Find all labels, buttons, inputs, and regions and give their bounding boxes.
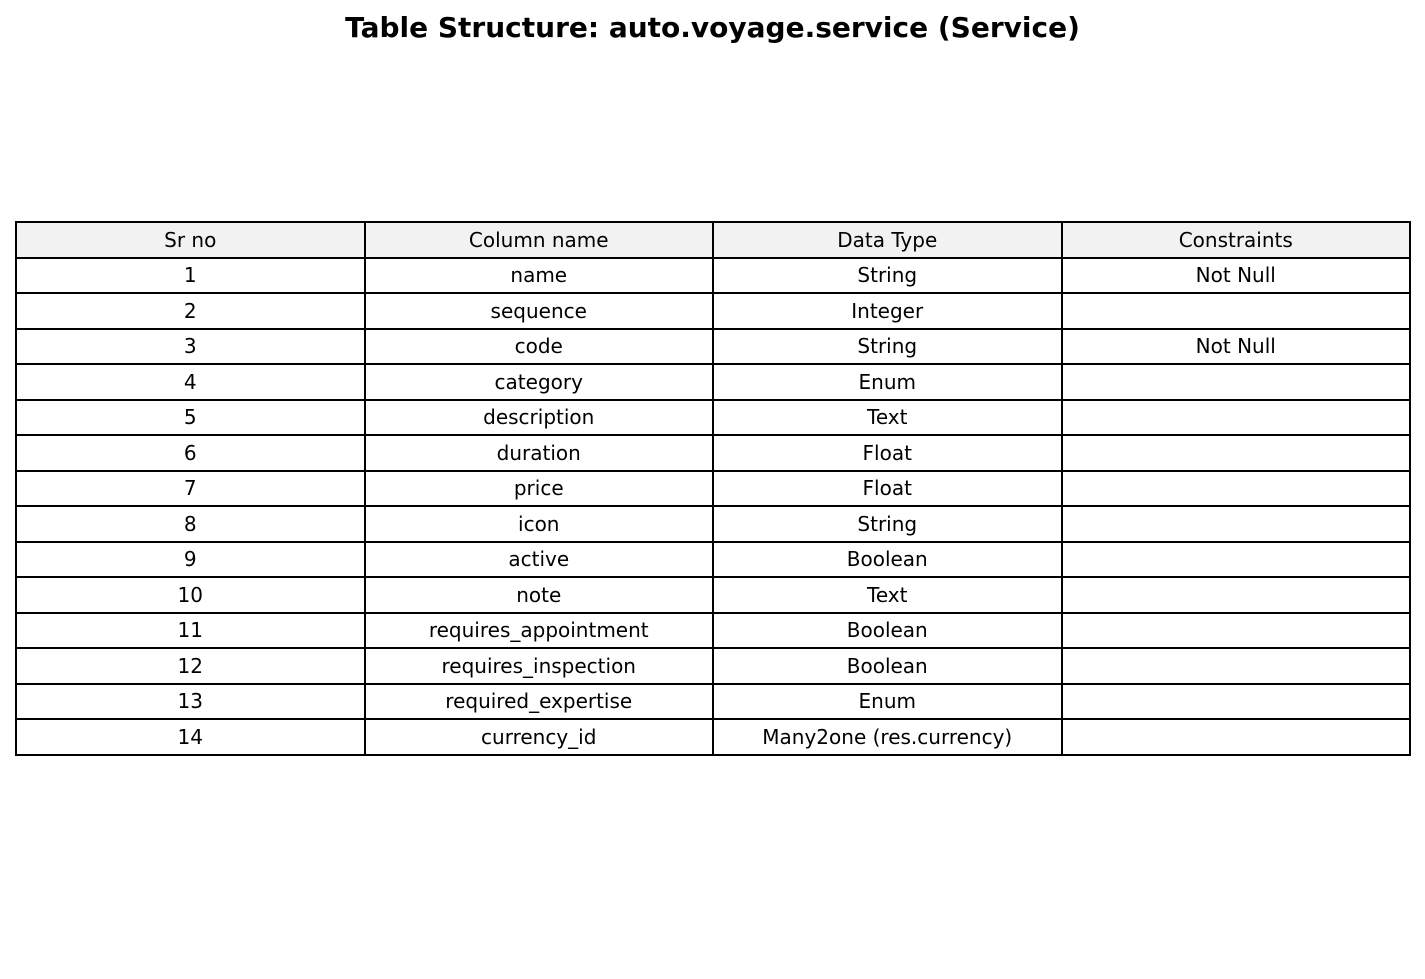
table-row <box>16 648 1410 684</box>
cell-sr-no: 3 <box>16 329 365 365</box>
table-header <box>16 222 1410 258</box>
table-row <box>16 613 1410 649</box>
cell-data-type: Enum <box>713 684 1062 720</box>
schema-table <box>15 221 1411 756</box>
cell-data-type: Many2one (res.currency) <box>713 719 1062 755</box>
cell-constraints <box>1062 506 1411 542</box>
cell-data-type: Enum <box>713 364 1062 400</box>
cell-data-type: Boolean <box>713 542 1062 578</box>
table-row <box>16 329 1410 365</box>
cell-constraints <box>1062 684 1411 720</box>
cell-sr-no: 8 <box>16 506 365 542</box>
cell-column-name: price <box>365 471 714 507</box>
table-row <box>16 471 1410 507</box>
cell-constraints: Not Null <box>1062 329 1411 365</box>
cell-constraints <box>1062 577 1411 613</box>
cell-data-type: Text <box>713 400 1062 436</box>
cell-sr-no: 1 <box>16 258 365 294</box>
cell-data-type: Float <box>713 435 1062 471</box>
cell-sr-no: 6 <box>16 435 365 471</box>
cell-sr-no: 14 <box>16 719 365 755</box>
cell-constraints <box>1062 613 1411 649</box>
cell-sr-no: 10 <box>16 577 365 613</box>
table-row <box>16 364 1410 400</box>
cell-data-type: String <box>713 329 1062 365</box>
table-row <box>16 258 1410 294</box>
cell-data-type: Boolean <box>713 613 1062 649</box>
cell-sr-no: 12 <box>16 648 365 684</box>
cell-sr-no: 2 <box>16 293 365 329</box>
cell-column-name: note <box>365 577 714 613</box>
table-row <box>16 293 1410 329</box>
cell-data-type: Float <box>713 471 1062 507</box>
cell-column-name: duration <box>365 435 714 471</box>
header-sr-no: Sr no <box>16 222 365 258</box>
table-body <box>16 258 1410 755</box>
cell-constraints <box>1062 542 1411 578</box>
cell-column-name: required_expertise <box>365 684 714 720</box>
cell-data-type: Integer <box>713 293 1062 329</box>
cell-data-type: String <box>713 258 1062 294</box>
table-row <box>16 400 1410 436</box>
table-row <box>16 435 1410 471</box>
table-row <box>16 506 1410 542</box>
cell-sr-no: 11 <box>16 613 365 649</box>
cell-constraints <box>1062 719 1411 755</box>
cell-column-name: active <box>365 542 714 578</box>
table-row <box>16 542 1410 578</box>
cell-constraints: Not Null <box>1062 258 1411 294</box>
cell-column-name: sequence <box>365 293 714 329</box>
cell-column-name: category <box>365 364 714 400</box>
cell-data-type: String <box>713 506 1062 542</box>
table-row <box>16 577 1410 613</box>
cell-constraints <box>1062 648 1411 684</box>
cell-data-type: Boolean <box>713 648 1062 684</box>
cell-constraints <box>1062 364 1411 400</box>
cell-sr-no: 13 <box>16 684 365 720</box>
header-data-type: Data Type <box>713 222 1062 258</box>
cell-sr-no: 5 <box>16 400 365 436</box>
cell-column-name: icon <box>365 506 714 542</box>
cell-data-type: Text <box>713 577 1062 613</box>
page-title: Table Structure: auto.voyage.service (Service) <box>345 11 1080 44</box>
cell-constraints <box>1062 293 1411 329</box>
table-row <box>16 684 1410 720</box>
cell-column-name: description <box>365 400 714 436</box>
cell-column-name: name <box>365 258 714 294</box>
cell-constraints <box>1062 471 1411 507</box>
cell-constraints <box>1062 435 1411 471</box>
table-row <box>16 719 1410 755</box>
header-constraints: Constraints <box>1062 222 1411 258</box>
cell-sr-no: 4 <box>16 364 365 400</box>
header-row <box>16 222 1410 258</box>
cell-column-name: requires_appointment <box>365 613 714 649</box>
cell-column-name: requires_inspection <box>365 648 714 684</box>
cell-constraints <box>1062 400 1411 436</box>
header-column-name: Column name <box>365 222 714 258</box>
cell-column-name: currency_id <box>365 719 714 755</box>
cell-sr-no: 9 <box>16 542 365 578</box>
cell-column-name: code <box>365 329 714 365</box>
cell-sr-no: 7 <box>16 471 365 507</box>
